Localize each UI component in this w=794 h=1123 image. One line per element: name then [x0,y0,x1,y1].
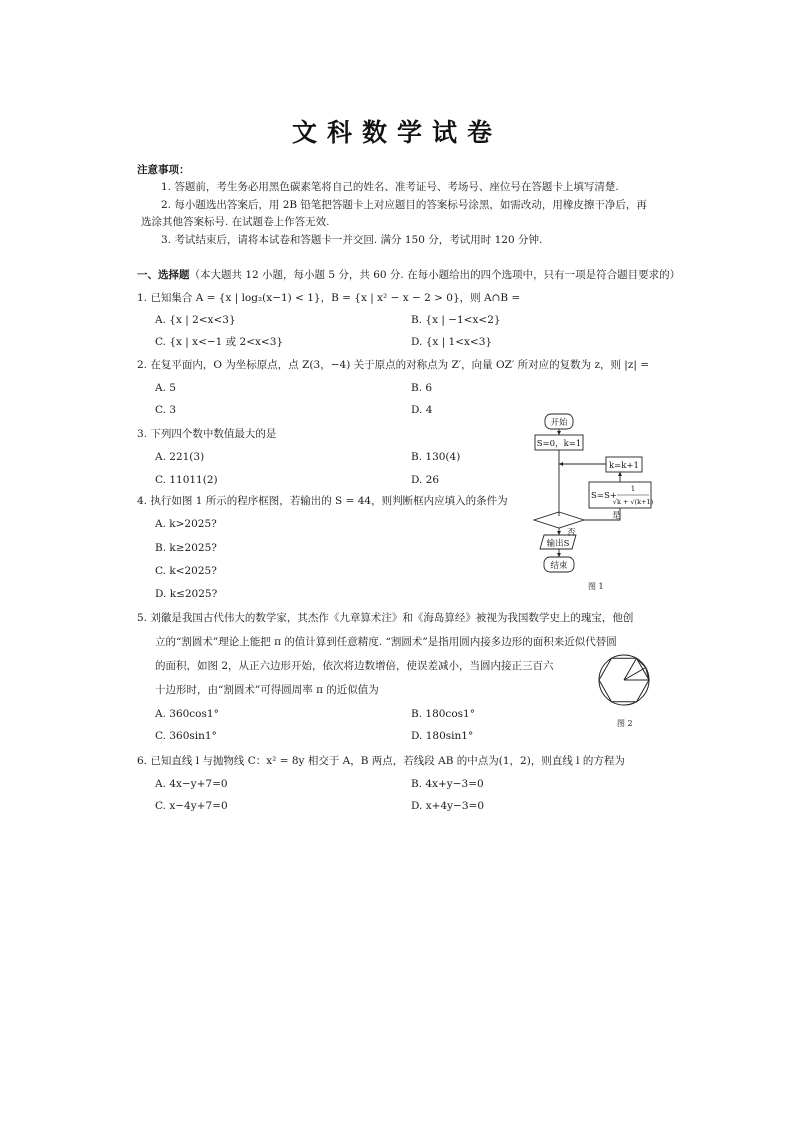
question-2-option-b: B. 6 [411,382,433,394]
question-2-option-d: D. 4 [411,404,433,416]
question-5-line-4: 十边形时，由“割圆术”可得圆周率 π 的近似值为 [155,684,379,696]
question-5-option-d: D. 180sin1° [411,730,474,742]
question-3-stem: 3. 下列四个数中数值最大的是 [137,428,277,440]
question-3-option-c: C. 11011(2) [155,474,218,486]
question-2-option-a: A. 5 [155,382,176,394]
question-4-stem: 4. 执行如图 1 所示的程序框图，若输出的 S = 44，则判断框内应填入的条件为 [137,495,508,507]
question-6-option-c: C. x−4y+7=0 [155,800,228,812]
flowchart-update-numerator: 1 [630,485,636,493]
question-4-option-b: B. k≥2025? [155,542,217,554]
question-1-option-d: D. {x | 1<x<3} [411,336,493,348]
figure-1-label: 图 1 [588,582,604,591]
figure-2-label: 图 2 [617,719,633,728]
question-5-option-b: B. 180cos1° [411,708,475,720]
question-5-option-a: A. 360cos1° [155,708,219,720]
flowchart-start-text: 开始 [550,418,568,428]
question-5-line-1: 5. 刘徽是我国古代伟大的数学家，其杰作《九章算术注》和《海岛算经》被视为我国数学史上的瑰宝，他创 [137,612,634,624]
flowchart-figure [532,412,654,580]
notice-item-3: 3. 考试结束后，请将本试卷和答题卡一并交回. 满分 150 分，考试用时 120 分钟. [161,234,543,246]
question-6-option-d: D. x+4y−3=0 [411,800,485,812]
question-5-line-3: 的面积，如图 2，从正六边形开始，依次将边数增倍，使误差减小，当圆内接正三百六 [155,660,554,672]
question-4-option-a: A. k>2025? [155,518,217,530]
notice-item-2-cont: 选涂其他答案标号. 在试题卷上作答无效. [141,216,330,228]
section-description: （本大题共 12 小题，每小题 5 分，共 60 分. 在每小题给出的四个选项中，只有一项是符合题目要求的） [189,269,681,281]
question-6-option-a: A. 4x−y+7=0 [155,778,228,790]
flowchart-init-text: S=0，k=1 [536,439,582,449]
flowchart-update-denominator: √k + √(k+1) [612,498,654,506]
question-5-line-2: 立的“割圆术”理论上能把 π 的值计算到任意精度. “割圆术”是指用圆内接多边形的面积来近似代替圆 [155,636,617,648]
question-6-option-b: B. 4x+y−3=0 [411,778,484,790]
question-1-option-a: A. {x | 2<x<3} [155,314,236,326]
question-1-option-b: B. {x | −1<x<2} [411,314,501,326]
section-title: 一、选择题 [137,269,190,281]
question-2-option-c: C. 3 [155,404,177,416]
question-6-stem: 6. 已知直线 l 与抛物线 C：x² = 8y 相交于 A，B 两点，若线段 AB 的中点为(1，2)，则直线 l 的方程为 [137,755,625,767]
question-1-stem: 1. 已知集合 A = {x | log₂(x−1) < 1}，B = {x | x² − x − 2 > 0}，则 A∩B = [137,292,521,304]
question-1-option-c: C. {x | x<−1 或 2<x<3} [155,336,284,348]
question-3-option-d: D. 26 [411,474,440,486]
flowchart-no-label: 否 [567,528,576,538]
circle-hexagon-figure [596,652,652,708]
page-title: 文科数学试卷 [291,118,502,147]
section-heading [137,268,680,282]
question-3-option-a: A. 221(3) [155,451,205,463]
question-3-option-b: B. 130(4) [411,451,461,463]
question-5-option-c: C. 360sin1° [155,730,217,742]
notice-item-1: 1. 答题前，考生务必用黑色碳素笔将自己的姓名、准考证号、考场号、座位号在答题卡上填写清楚. [161,181,619,193]
flowchart-output-text: 输出S [546,539,570,549]
question-4-option-c: C. k<2025? [155,565,217,577]
question-4-option-d: D. k≤2025? [155,588,218,600]
notice-heading: 注意事项： [137,164,190,176]
flowchart-end-text: 结束 [550,561,568,571]
flowchart-increment-text: k=k+1 [609,461,639,471]
flowchart-update-prefix: S=S+ [591,491,617,501]
question-2-stem: 2. 在复平面内，O 为坐标原点，点 Z(3，−4) 关于原点的对称点为 Z′，向量 OZ′ 所对应的复数为 z，则 |z| = [137,359,650,371]
notice-item-2: 2. 每小题选出答案后，用 2B 铅笔把答题卡上对应题目的答案标号涂黑，如需改动，用橡皮擦干净后，再 [161,199,647,211]
flowchart-yes-label: 是 [612,511,621,521]
